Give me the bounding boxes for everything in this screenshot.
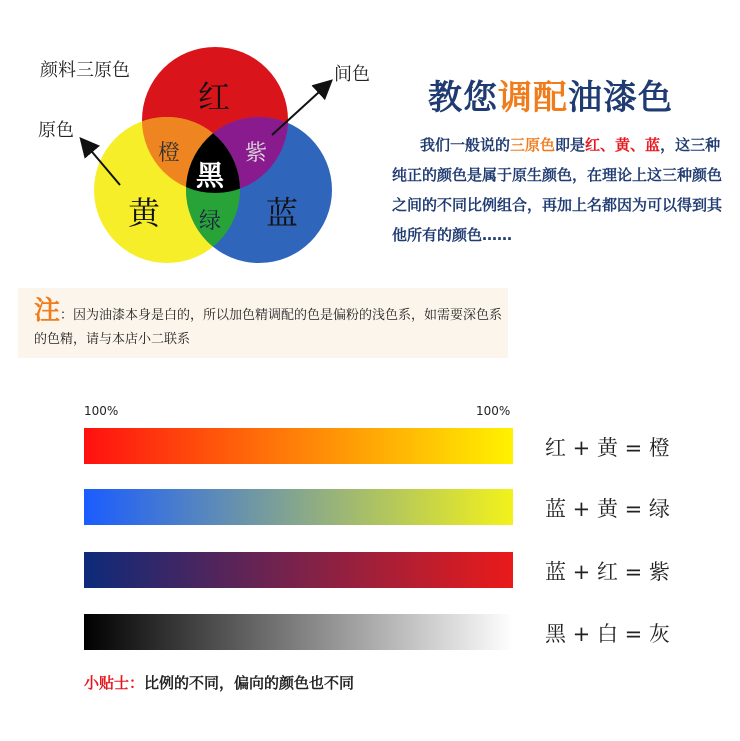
primary-color-label: 原色 — [38, 120, 74, 141]
gradient-bar-black-white — [84, 614, 513, 650]
page-title: 教您调配油漆色 — [428, 78, 673, 118]
tip-line — [84, 672, 354, 693]
right-percent-label: 100% — [476, 404, 511, 418]
primary-highlight: 三原色 — [510, 136, 556, 154]
left-percent-label: 100% — [84, 404, 119, 418]
gradient-bar-blue-red — [84, 552, 513, 588]
equation-purple: 蓝 + 红 = 紫 — [545, 560, 670, 584]
red-region-label: 红 — [198, 78, 231, 116]
secondary-color-label: 间色 — [334, 64, 370, 85]
note-text: ：因为油漆本身是白的，所以加色精调配的色是偏粉的浅色系，如需要深色系的色精，请与本店小二联系 — [34, 308, 503, 347]
black-region-label: 黑 — [196, 159, 225, 192]
green-region-label: 绿 — [199, 209, 222, 234]
equation-green: 蓝 + 黄 = 绿 — [545, 497, 670, 521]
yellow-region-label: 黄 — [128, 194, 161, 232]
equation-orange: 红 + 黄 = 橙 — [545, 436, 670, 460]
title-highlight: 调配 — [498, 78, 568, 118]
intro-paragraph: 我们一般说的三原色即是红、黄、蓝，这三种纯正的颜色是属于原生颜色，在理论上这三种颜色之间的不同比例组合，再加上名都因为可以得到其他所有的颜色…… — [392, 136, 723, 244]
orange-region-label: 橙 — [158, 141, 181, 166]
primary-colors-highlight: 红、黄、蓝 — [585, 136, 661, 154]
pigment-primaries-label: 颜料三原色 — [40, 60, 130, 81]
tip-heading: 小贴士： — [84, 674, 145, 692]
equation-gray: 黑 + 白 = 灰 — [545, 622, 670, 646]
gradient-bar-red-yellow — [84, 428, 513, 464]
note-box — [18, 288, 508, 358]
note-heading: 注 — [34, 296, 61, 326]
tip-text: 比例的不同，偏向的颜色也不同 — [144, 674, 355, 692]
purple-region-label: 紫 — [245, 141, 268, 166]
blue-region-label: 蓝 — [266, 194, 299, 232]
gradient-bar-blue-yellow — [84, 489, 513, 525]
